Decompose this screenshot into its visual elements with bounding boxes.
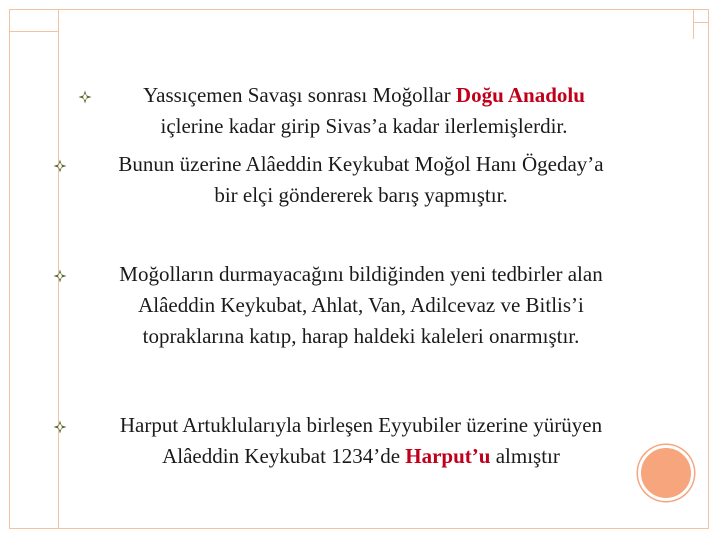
bullet-4-line-2	[78, 441, 644, 472]
accent-circle-icon	[638, 445, 694, 501]
bullet-4-text	[78, 410, 644, 472]
bullet-2-line-2: bir elçi göndererek barış yapmıştır.	[214, 183, 508, 207]
frame-divider-horizontal	[9, 31, 58, 32]
bullet-1-line-1-text: Yassıçemen Savaşı sonrası Moğollar	[143, 83, 456, 107]
frame-corner-horizontal	[693, 22, 709, 23]
bullet-1-text	[104, 80, 624, 142]
bullet-2-line-1: Bunun üzerine Alâeddin Keykubat Moğol Hanı Ögeday’a	[118, 152, 604, 176]
bullet-2-text	[78, 149, 644, 211]
bullet-4-line-1: Harput Artuklularıyla birleşen Eyyubiler üzerine yürüyen	[119, 413, 603, 437]
diamond-bullet-icon	[53, 269, 67, 283]
bullet-4-line-2-tail: almıştır	[490, 444, 560, 468]
bullet-3-line-2: Alâeddin Keykubat, Ahlat, Van, Adilcevaz ve Bitlis’i	[138, 293, 584, 317]
bullet-3-text	[78, 259, 644, 352]
highlight-harputu: Harput’u	[405, 444, 491, 468]
bullet-4-line-2-text: Alâeddin Keykubat 1234’de	[162, 444, 406, 468]
diamond-bullet-icon	[53, 420, 67, 434]
bullet-1-line-2: içlerine kadar girip Sivas’a kadar ilerlemişlerdir.	[160, 114, 568, 138]
diamond-bullet-icon	[78, 90, 92, 104]
highlight-dogu-anadolu: Doğu Anadolu	[455, 83, 585, 107]
bullet-3-line-3: topraklarına katıp, harap haldeki kaleleri onarmıştır.	[142, 324, 580, 348]
bullet-1-line-1	[104, 80, 624, 111]
diamond-bullet-icon	[53, 159, 67, 173]
frame-corner-vertical	[693, 9, 694, 39]
bullet-3-line-1: Moğolların durmayacağını bildiğinden yeni tedbirler alan	[119, 262, 603, 286]
